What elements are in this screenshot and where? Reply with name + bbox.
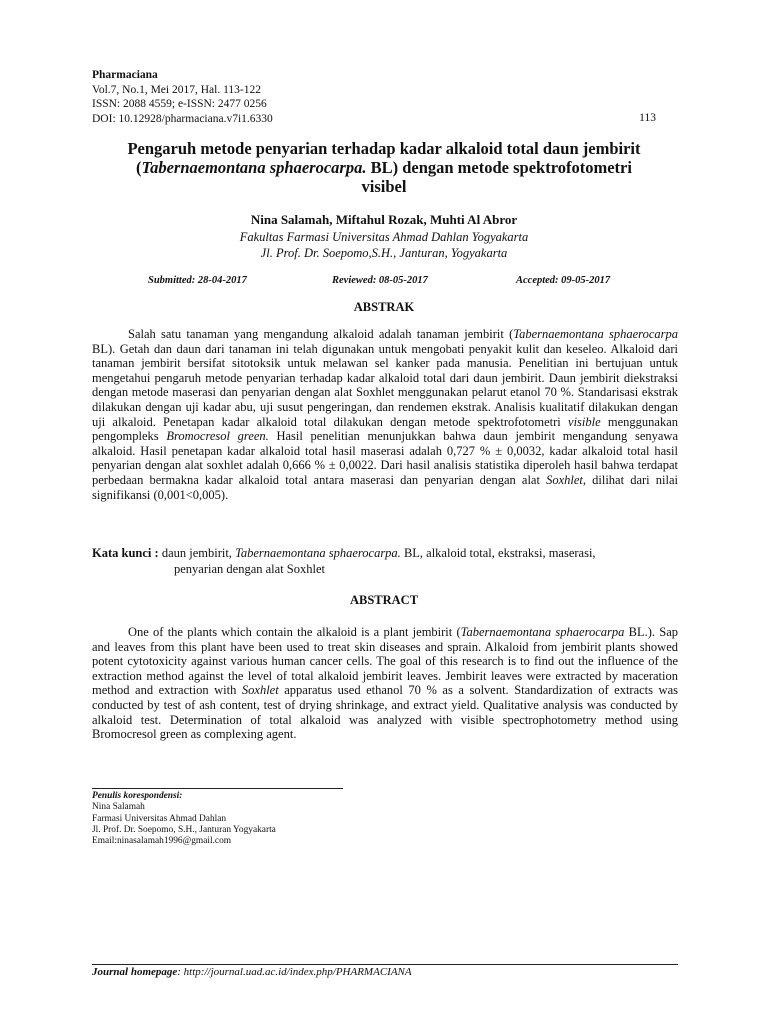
keywords-species: Tabernaemontana sphaerocarpa. [235, 546, 401, 560]
page-number: 113 [639, 112, 656, 124]
keywords-label: Kata kunci : [92, 546, 159, 560]
affiliation [92, 230, 676, 261]
abstrak-visible: visible [568, 414, 601, 429]
abstract-text-3: apparatus used ethanol 70 % as a solvent. Standardization of extracts was conducted by test of ash content, test of drying shrinkage, and extract yield. Qualitative analysis was conducted by alkaloid test. Determination of total alkaloid was analyzed with visible spectrophotometry method using Bromocresol green as complexing agent. [92, 683, 678, 742]
abstrak-body [92, 327, 678, 502]
title-paren: ( [136, 158, 142, 177]
journal-header [92, 68, 662, 126]
doi-info: DOI: 10.12928/pharmaciana.v7i1.6330 [92, 112, 273, 125]
title-line-2-rest: BL) dengan metode spektrofotometri [366, 158, 632, 177]
keywords-line-2: penyarian dengan alat Soxhlet [174, 562, 325, 576]
title-line-2 [92, 158, 676, 177]
keywords-text-2: BL, alkaloid total, ekstraksi, maserasi, [400, 546, 596, 560]
accepted-date: Accepted: 09-05-2017 [516, 275, 611, 286]
issn-info: ISSN: 2088 4559; e-ISSN: 2477 0256 [92, 98, 267, 110]
abstrak-text-3: menggunakan pengompleks [92, 414, 679, 444]
abstract-soxhlet: Soxhlet [241, 683, 279, 698]
title-line-3: visibel [361, 177, 407, 196]
journal-name: Pharmaciana [92, 69, 158, 81]
journal-homepage-link[interactable]: : http://journal.uad.ac.id/index.php/PHARMACIANA [177, 966, 412, 978]
footnote-address: Jl. Prof. Dr. Soepomo, S.H., Janturan Yogyakarta [92, 824, 276, 835]
abstract-text-2: BL.). Sap and leaves from this plant have been used to treat skin diseases and sprain. Alkaloid from jembirit plants showed potent cytotoxicity against various human cancer cells. The goal of this research is to find out the influence of the extraction method against the level of total alkaloid jembirit leaves. Jembirit leaves were extracted by maceration method and extraction with [92, 625, 678, 698]
footer-label: Journal homepage [92, 966, 178, 978]
correspondence-footnote [92, 791, 276, 847]
affiliation-line-1: Fakultas Farmasi Universitas Ahmad Dahlan Yogyakarta [239, 230, 529, 244]
abstrak-text-1: Salah satu tanaman yang mengandung alkaloid adalah tanaman jembirit ( [128, 327, 514, 341]
author-list: Nina Salamah, Miftahul Rozak, Muhti Al Abror [250, 212, 518, 227]
abstrak-heading: ABSTRAK [353, 300, 415, 314]
keywords-text-1: daun jembirit, [158, 546, 236, 560]
reviewed-date: Reviewed: 08-05-2017 [332, 275, 428, 286]
abstract-heading: ABSTRACT [349, 593, 419, 607]
abstrak-soxhlet: Soxhlet [546, 472, 583, 487]
abstract-species: Tabernaemontana sphaerocarpa [460, 625, 625, 639]
keywords-line-1 [92, 545, 678, 561]
abstrak-species: Tabernaemontana sphaerocarpa [513, 327, 678, 341]
abstrak-text-5: , dilihat dari nilai signifikansi (0,001<0,005). [92, 472, 678, 502]
footnote-institution: Farmasi Universitas Ahmad Dahlan [92, 813, 227, 824]
abstract-text-1: One of the plants which contain the alkaloid is a plant jembirit ( [128, 625, 461, 639]
abstrak-text-4: Hasil penelitian menunjukkan bahwa daun jembirit mengandung senyawa alkaloid. Hasil penetapan kadar alkaloid total hasil maserasi adalah 0,727 % ± 0,0032, kadar alkaloid total hasil penyarian dengan alat soxhlet adalah 0,666 % ± 0,0022. Dari hasil analisis statistika diperoleh hasil bahwa terdapat perbedaan bermakna kadar alkaloid total antara maserasi dan penyarian dengan alat [92, 429, 678, 487]
journal-footer [92, 966, 412, 978]
article-title [92, 139, 676, 196]
footnote-divider [92, 788, 343, 789]
title-line-1: Pengaruh metode penyarian terhadap kadar alkaloid total daun jembirit [127, 139, 641, 158]
submitted-date: Submitted: 28-04-2017 [148, 275, 247, 286]
volume-info: Vol.7, No.1, Mei 2017, Hal. 113-122 [92, 83, 261, 96]
abstrak-bromocresol: Bromocresol green. [166, 429, 269, 444]
abstract-body [92, 625, 678, 742]
footnote-heading: Penulis korespondensi: [92, 791, 183, 801]
footnote-name: Nina Salamah [92, 802, 145, 813]
footnote-email[interactable]: Email:ninasalamah1996@gmail.com [92, 836, 232, 847]
abstrak-text-2: BL). Getah dan daun dari tanaman ini telah digunakan untuk mengobati penyakit kulit dan keseleo. Alkaloid dari tanaman jembirit bersifat sitotoksik untuk melawan sel kanker pada manusia. Penelitian ini bertujuan untuk mengetahui pengaruh metode penyarian terhadap kadar alkaloid total dari daun jembirit. Daun jembirit diekstraksi dengan metode maserasi dan penyarian dengan alat Soxhlet menggunakan pelarut etanol 70 %. Standarisasi ekstrak dilakukan dengan uji kadar abu, uji susut pengeringan, dan rendemen ekstrak. Analisis kualitatif dilakukan dengan uji alkaloid. Penetapan kadar alkaloid total dilakukan dengan metode spektrofotometri [92, 341, 678, 429]
keywords-block [92, 545, 678, 577]
affiliation-line-2: Jl. Prof. Dr. Soepomo,S.H., Janturan, Yogyakarta [260, 245, 508, 260]
title-species: Tabernaemontana sphaerocarpa. [141, 158, 367, 177]
footer-divider [92, 964, 678, 965]
